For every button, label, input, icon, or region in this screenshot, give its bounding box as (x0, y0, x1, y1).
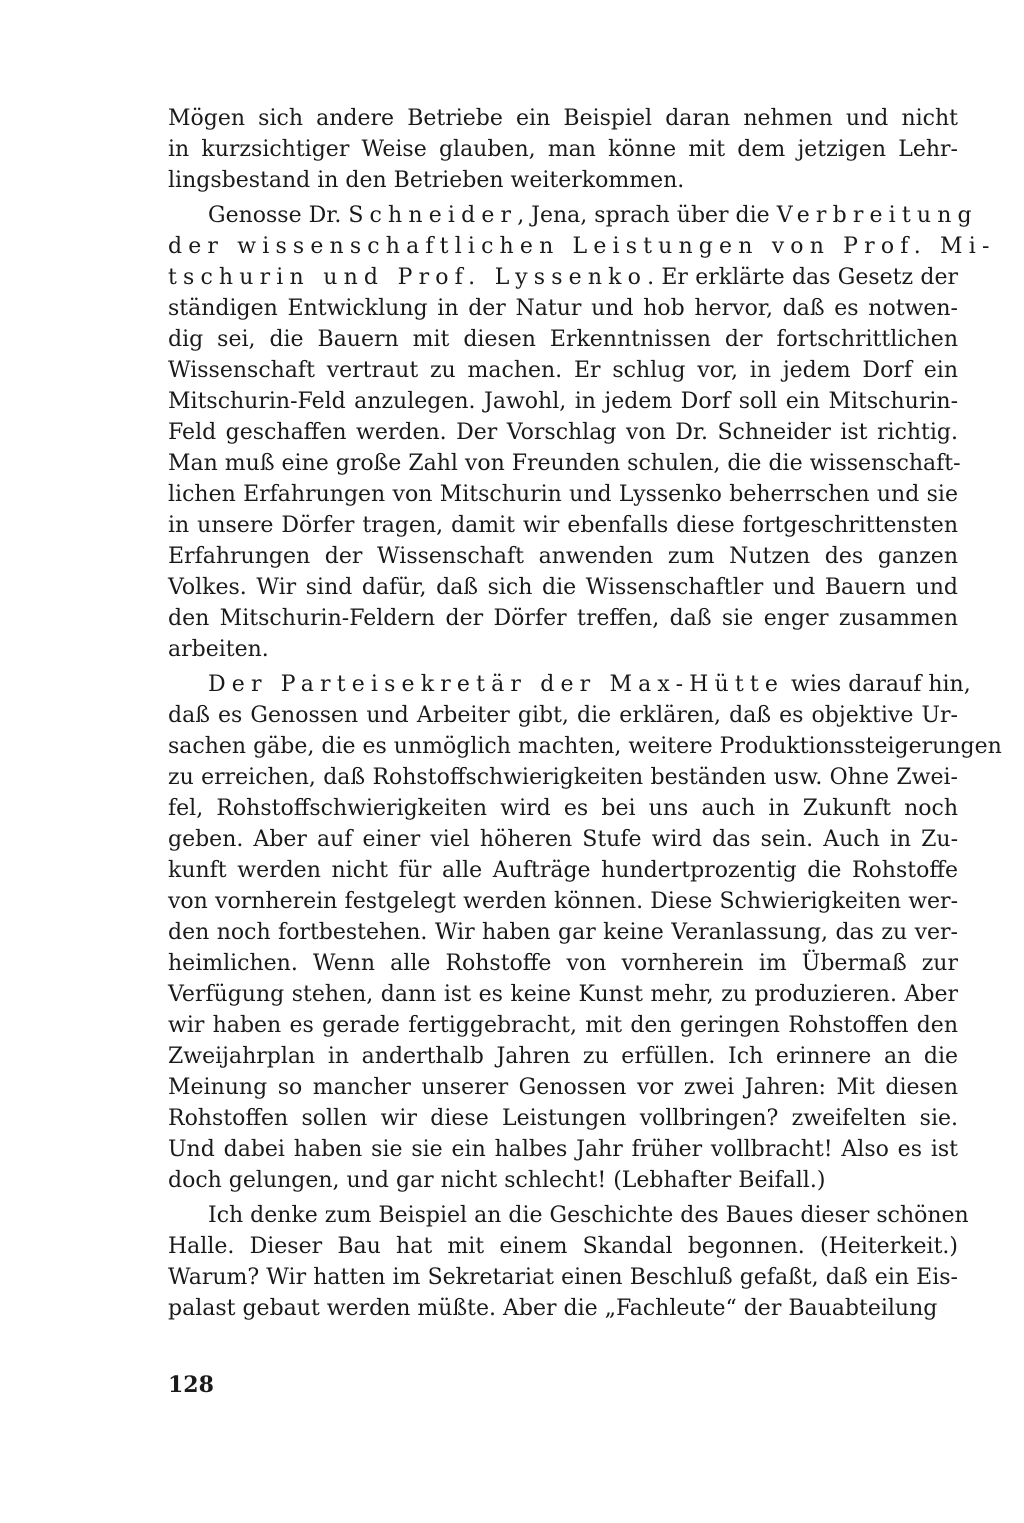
text-line: wir haben es gerade fertiggebracht, mit den geringen Rohstoffen den (168, 1013, 958, 1038)
text-line: in unsere Dörfer tragen, damit wir ebenfalls diese fortgeschrittensten (168, 513, 958, 538)
text-line: sachen gäbe, die es unmöglich machten, weitere Produktionssteigerungen (168, 734, 1002, 759)
spaced-emphasis-text: der wissenschaftlichen Leistungen von Prof. Mi- (168, 234, 996, 259)
text-line: arbeiten. (168, 637, 269, 662)
paragraph (168, 200, 996, 665)
text-run: Genosse Dr. (208, 203, 349, 228)
text-line: zu erreichen, daß Rohstoffschwierigkeiten beständen usw. Ohne Zwei- (168, 765, 958, 790)
text-line: Man muß eine große Zahl von Freunden schulen, die die wissenschaft- (168, 451, 961, 476)
text-line: kunft werden nicht für alle Aufträge hundertprozentig die Rohstoffe (168, 858, 958, 883)
text-line: lichen Erfahrungen von Mitschurin und Lyssenko beherrschen und sie (168, 482, 958, 507)
text-line: den Mitschurin-Feldern der Dörfer treffen, daß sie enger zusammen (168, 606, 958, 631)
spaced-emphasis-text: tschurin und Prof. Lyssenko (168, 265, 648, 290)
text-line: lingsbestand in den Betrieben weiterkommen. (168, 168, 685, 193)
text-line: heimlichen. Wenn alle Rohstoffe von vornherein im Übermaß zur (168, 951, 958, 976)
text-line: ständigen Entwicklung in der Natur und hob hervor, daß es notwen- (168, 296, 958, 321)
spaced-emphasis-text: Verbreitung (776, 203, 978, 228)
text-line: den noch fortbestehen. Wir haben gar keine Veranlassung, das zu ver- (168, 920, 958, 945)
text-line: Warum? Wir hatten im Sekretariat einen Beschluß gefaßt, daß ein Eis- (168, 1265, 958, 1290)
text-line: Und dabei haben sie sie ein halbes Jahr früher vollbracht! Also es ist (168, 1137, 958, 1162)
text-line: palast gebaut werden müßte. Aber die „Fachleute“ der Bauabteilung (168, 1296, 938, 1321)
text-run: wies darauf hin, (784, 672, 971, 697)
text-run: , Jena, sprach über die (517, 203, 777, 228)
text-line: Meinung so mancher unserer Genossen vor zwei Jahren: Mit diesen (168, 1075, 958, 1100)
text-line (168, 231, 996, 262)
text-line: Verfügung stehen, dann ist es keine Kunst mehr, zu produzieren. Aber (168, 982, 958, 1007)
text-line: von vornherein festgelegt werden können. Diese Schwierigkeiten wer- (168, 889, 958, 914)
text-line: daß es Genossen und Arbeiter gibt, die erklären, daß es objektive Ur- (168, 703, 958, 728)
paragraph (168, 669, 1002, 1196)
spaced-emphasis-text: Der Parteisekretär der Max-Hütte (208, 672, 785, 697)
text-line: geben. Aber auf einer viel höheren Stufe wird das sein. Auch in Zu- (168, 827, 958, 852)
text-line: Rohstoffen sollen wir diese Leistungen vollbringen? zweifelten sie. (168, 1106, 958, 1131)
text-line: Erfahrungen der Wissenschaft anwenden zum Nutzen des ganzen (168, 544, 958, 569)
text-line: fel, Rohstoffschwierigkeiten wird es bei uns auch in Zukunft noch (168, 796, 958, 821)
text-line: Feld geschaffen werden. Der Vorschlag von Dr. Schneider ist richtig. (168, 420, 958, 445)
page-number: 128 (168, 1372, 214, 1398)
text-line: Volkes. Wir sind dafür, daß sich die Wissenschaftler und Bauern und (168, 575, 958, 600)
text-line: Mitschurin-Feld anzulegen. Jawohl, in jedem Dorf soll ein Mitschurin- (168, 389, 958, 414)
text-line (168, 262, 958, 293)
text-line: Ich denke zum Beispiel an die Geschichte des Baues dieser schönen (208, 1203, 969, 1228)
text-line: in kurzsichtiger Weise glauben, man könne mit dem jetzigen Lehr- (168, 137, 958, 162)
text-line (168, 669, 971, 700)
text-line: Halle. Dieser Bau hat mit einem Skandal begonnen. (Heiterkeit.) (168, 1234, 958, 1259)
text-line: dig sei, die Bauern mit diesen Erkenntnissen der fortschrittlichen (168, 327, 958, 352)
text-line: Wissenschaft vertraut zu machen. Er schlug vor, in jedem Dorf ein (168, 358, 958, 383)
spaced-emphasis-text: Schneider (348, 203, 518, 228)
text-line: Mögen sich andere Betriebe ein Beispiel daran nehmen und nicht (168, 106, 958, 131)
text-line (168, 200, 978, 231)
paragraph (168, 1200, 969, 1324)
paragraph (168, 103, 958, 196)
body-text (168, 103, 1002, 1324)
text-run: . Er erklärte das Gesetz der (647, 265, 958, 290)
text-line: Zweijahrplan in anderthalb Jahren zu erfüllen. Ich erinnere an die (168, 1044, 958, 1069)
text-line: doch gelungen, und gar nicht schlecht! (Lebhafter Beifall.) (168, 1168, 826, 1193)
